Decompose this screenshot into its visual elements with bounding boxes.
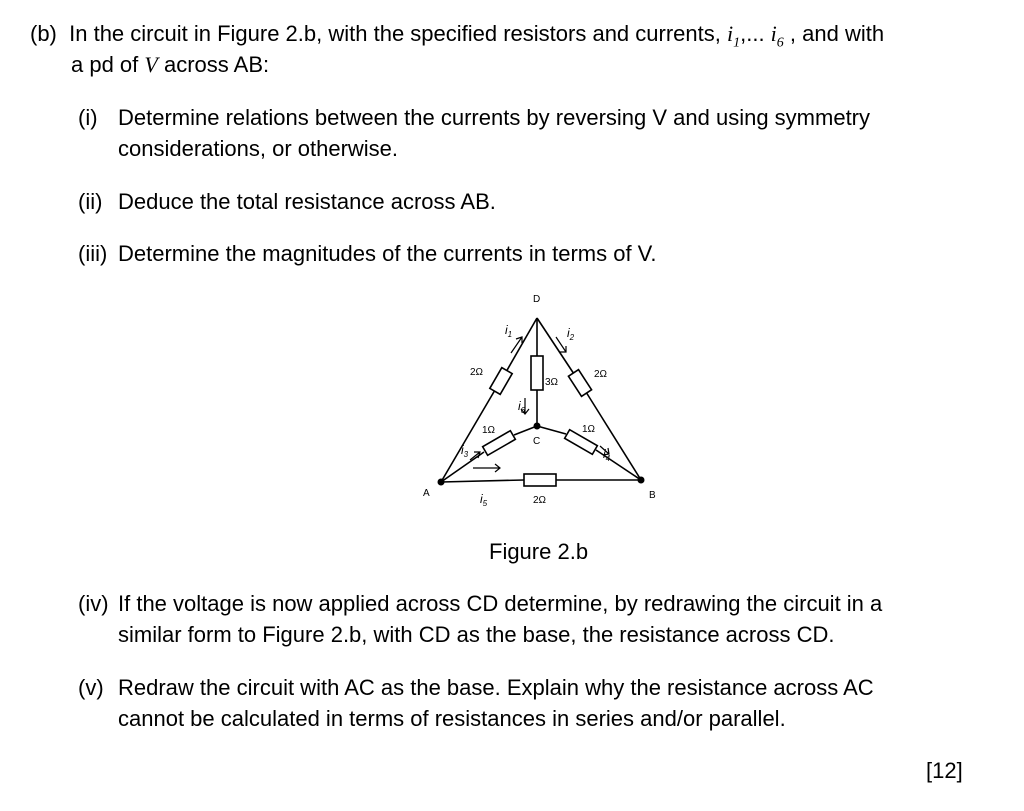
resistor-ad-label: 2Ω	[470, 367, 484, 378]
part-b-line-2	[71, 51, 269, 79]
resistor-ad	[490, 368, 512, 395]
node-c-dot	[534, 423, 541, 430]
arrow-i1	[511, 337, 522, 353]
item-iv-label: (iv)	[78, 591, 109, 616]
item-v-line-2: cannot be calculated in terms of resistances in series and/or parallel.	[118, 706, 786, 731]
wire-ac-right	[514, 426, 537, 435]
wire-ab-left	[441, 480, 524, 482]
current-i3-label: $i_3$	[461, 443, 469, 459]
current-symbol: i	[726, 21, 734, 46]
item-ii-label: (ii)	[78, 189, 103, 214]
item-v-label: (v)	[78, 675, 104, 700]
node-d-label: D	[533, 294, 541, 305]
part-b-text-4: across AB:	[157, 52, 270, 77]
resistor-cb-label: 1Ω	[582, 424, 596, 435]
marks: [12]	[926, 758, 963, 783]
figure-caption: Figure 2.b	[489, 539, 589, 564]
current-i2-label: $i_2$	[567, 326, 575, 342]
part-b-text-3: a pd of	[71, 52, 145, 77]
item-iv-line-1: If the voltage is now applied across CD determine, by redrawing the circuit in a	[118, 591, 883, 616]
resistor-ac-label: 1Ω	[482, 425, 496, 436]
resistor-ab	[524, 474, 556, 486]
current-i1-label: $i_1$	[505, 323, 513, 339]
current-subscript-6: 6	[776, 35, 784, 51]
circuit-diagram	[410, 285, 670, 525]
part-label: (b)	[30, 21, 57, 46]
resistor-ab-label: 2Ω	[533, 495, 547, 506]
resistor-dc-label: 3Ω	[545, 377, 559, 388]
current-subscript-1: 1	[733, 35, 741, 51]
current-i4-label: $i_4$	[603, 447, 611, 463]
item-i-line-1: Determine relations between the currents by reversing V and using symmetry	[118, 105, 871, 130]
item-i-label: (i)	[78, 105, 98, 130]
current-i5-label: $i_5$	[480, 492, 488, 508]
node-b-dot	[638, 477, 645, 484]
wire-cb-left	[537, 426, 566, 434]
part-b-text-1: In the circuit in Figure 2.b, with the specified resistors and currents,	[69, 21, 727, 46]
item-iii-label: (iii)	[78, 241, 108, 266]
node-b-label: B	[649, 490, 656, 501]
voltage-symbol: V	[144, 52, 158, 77]
current-symbol-6: i	[770, 21, 777, 46]
wire-db-lower	[586, 392, 641, 480]
node-c-label: C	[533, 436, 541, 447]
arrow-i5	[473, 464, 500, 472]
current-i6-label: $i_6$	[518, 399, 526, 415]
part-b-text-2: , and with	[783, 21, 885, 46]
item-v-line-1: Redraw the circuit with AC as the base. Explain why the resistance across AC	[118, 675, 874, 700]
node-a-label: A	[423, 488, 430, 499]
item-iii-line-1: Determine the magnitudes of the currents in terms of V.	[118, 241, 657, 266]
ellipsis: ,...	[740, 21, 771, 46]
resistor-db	[568, 370, 591, 397]
resistor-db-label: 2Ω	[594, 369, 608, 380]
item-i-line-2: considerations, or otherwise.	[118, 136, 399, 161]
item-ii-line-1: Deduce the total resistance across AB.	[118, 189, 496, 214]
node-a-dot	[438, 479, 445, 486]
item-iv-line-2: similar form to Figure 2.b, with CD as the base, the resistance across CD.	[118, 622, 835, 647]
resistor-dc	[531, 356, 543, 390]
